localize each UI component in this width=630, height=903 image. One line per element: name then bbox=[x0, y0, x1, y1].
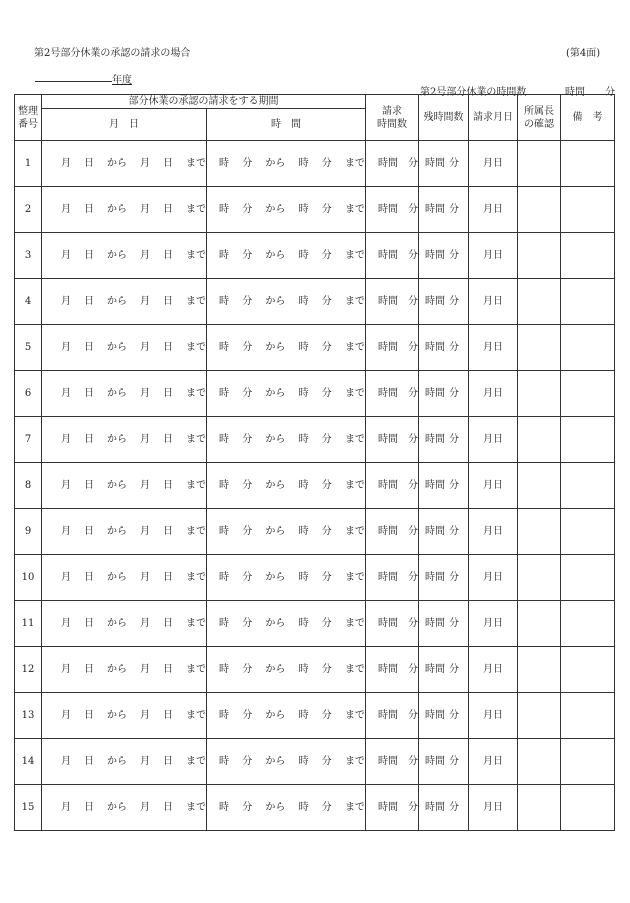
row-number: 2 bbox=[15, 187, 42, 233]
supervisor-check-field[interactable] bbox=[518, 417, 561, 463]
date-range-field[interactable]: 月 日 から 月 日 まで bbox=[42, 739, 207, 785]
table-row bbox=[15, 279, 615, 325]
remaining-hours-field[interactable]: 時間 分 bbox=[419, 739, 469, 785]
time-range-field[interactable]: 時 分 から 時 分 まで bbox=[207, 371, 366, 417]
supervisor-check-field[interactable] bbox=[518, 141, 561, 187]
remarks-field[interactable] bbox=[561, 141, 615, 187]
year-blank-line[interactable] bbox=[35, 81, 112, 82]
row-number: 9 bbox=[15, 509, 42, 555]
time-range-field[interactable]: 時 分 から 時 分 まで bbox=[207, 279, 366, 325]
remaining-hours-field[interactable]: 時間 分 bbox=[419, 601, 469, 647]
date-range-field[interactable]: 月 日 から 月 日 まで bbox=[42, 325, 207, 371]
remaining-hours-field[interactable]: 時間 分 bbox=[419, 325, 469, 371]
time-range-field[interactable]: 時 分 から 時 分 まで bbox=[207, 417, 366, 463]
hours-unit-minutes: 分 bbox=[605, 87, 615, 98]
year-label: 年度 bbox=[112, 75, 132, 86]
date-range-field[interactable]: 月 日 から 月 日 まで bbox=[42, 509, 207, 555]
time-range-field[interactable]: 時 分 から 時 分 まで bbox=[207, 325, 366, 371]
table-row bbox=[15, 325, 615, 371]
request-date-field[interactable]: 月 日 bbox=[469, 417, 518, 463]
requested-hours-field[interactable]: 時間 分 bbox=[366, 463, 419, 509]
supervisor-check-field[interactable] bbox=[518, 693, 561, 739]
supervisor-check-field[interactable] bbox=[518, 325, 561, 371]
row-number: 5 bbox=[15, 325, 42, 371]
remarks-field[interactable] bbox=[561, 509, 615, 555]
form-title: 第2号部分休業の承認の請求の場合 bbox=[34, 48, 191, 59]
request-date-field[interactable]: 月 日 bbox=[469, 463, 518, 509]
table-row bbox=[15, 785, 615, 831]
supervisor-check-field[interactable] bbox=[518, 187, 561, 233]
request-date-field[interactable]: 月 日 bbox=[469, 647, 518, 693]
row-number: 13 bbox=[15, 693, 42, 739]
requested-hours-field[interactable]: 時間 分 bbox=[366, 739, 419, 785]
row-number: 6 bbox=[15, 371, 42, 417]
hours-label: 第2号部分休業の時間数 bbox=[420, 87, 527, 98]
time-range-field[interactable]: 時 分 から 時 分 まで bbox=[207, 233, 366, 279]
supervisor-check-field[interactable] bbox=[518, 739, 561, 785]
supervisor-check-field[interactable] bbox=[518, 279, 561, 325]
supervisor-check-field[interactable] bbox=[518, 785, 561, 831]
request-date-field[interactable]: 月 日 bbox=[469, 693, 518, 739]
remarks-field[interactable] bbox=[561, 693, 615, 739]
time-range-field[interactable]: 時 分 から 時 分 まで bbox=[207, 187, 366, 233]
remaining-hours-field[interactable]: 時間 分 bbox=[419, 279, 469, 325]
row-number: 8 bbox=[15, 463, 42, 509]
request-date-field[interactable]: 月 日 bbox=[469, 509, 518, 555]
remarks-field[interactable] bbox=[561, 555, 615, 601]
remarks-field[interactable] bbox=[561, 187, 615, 233]
requested-hours-field[interactable]: 時間 分 bbox=[366, 785, 419, 831]
requested-hours-field[interactable]: 時間 分 bbox=[366, 233, 419, 279]
date-range-field[interactable]: 月 日 から 月 日 まで bbox=[42, 187, 207, 233]
date-range-field[interactable]: 月 日 から 月 日 まで bbox=[42, 141, 207, 187]
date-range-field[interactable]: 月 日 から 月 日 まで bbox=[42, 693, 207, 739]
date-range-field[interactable]: 月 日 から 月 日 まで bbox=[42, 279, 207, 325]
table-row bbox=[15, 371, 615, 417]
requested-hours-field[interactable]: 時間 分 bbox=[366, 509, 419, 555]
date-range-field[interactable]: 月 日 から 月 日 まで bbox=[42, 463, 207, 509]
remarks-field[interactable] bbox=[561, 233, 615, 279]
row-number: 11 bbox=[15, 601, 42, 647]
time-range-field[interactable]: 時 分 から 時 分 まで bbox=[207, 555, 366, 601]
time-range-field[interactable]: 時 分 から 時 分 まで bbox=[207, 739, 366, 785]
remarks-field[interactable] bbox=[561, 325, 615, 371]
table-row bbox=[15, 647, 615, 693]
remaining-hours-field[interactable]: 時間 分 bbox=[419, 555, 469, 601]
row-number: 10 bbox=[15, 555, 42, 601]
remaining-hours-field[interactable]: 時間 分 bbox=[419, 693, 469, 739]
request-date-field[interactable]: 月 日 bbox=[469, 187, 518, 233]
table-row bbox=[15, 233, 615, 279]
row-number: 4 bbox=[15, 279, 42, 325]
requested-hours-field[interactable]: 時間 分 bbox=[366, 647, 419, 693]
remarks-field[interactable] bbox=[561, 417, 615, 463]
requested-hours-field[interactable]: 時間 分 bbox=[366, 555, 419, 601]
header-requested-hours: 請求 時間数 bbox=[366, 95, 419, 141]
table-row bbox=[15, 417, 615, 463]
date-range-field[interactable]: 月 日 から 月 日 まで bbox=[42, 417, 207, 463]
table-row bbox=[15, 187, 615, 233]
remaining-hours-field[interactable]: 時間 分 bbox=[419, 233, 469, 279]
table-row bbox=[15, 601, 615, 647]
requested-hours-field[interactable]: 時間 分 bbox=[366, 187, 419, 233]
row-number: 3 bbox=[15, 233, 42, 279]
row-number: 1 bbox=[15, 141, 42, 187]
remaining-hours-field[interactable]: 時間 分 bbox=[419, 417, 469, 463]
time-range-field[interactable]: 時 分 から 時 分 まで bbox=[207, 601, 366, 647]
requested-hours-field[interactable]: 時間 分 bbox=[366, 141, 419, 187]
remaining-hours-field[interactable]: 時間 分 bbox=[419, 785, 469, 831]
remaining-hours-field[interactable]: 時間 分 bbox=[419, 141, 469, 187]
time-range-field[interactable]: 時 分 から 時 分 まで bbox=[207, 693, 366, 739]
request-date-field[interactable]: 月 日 bbox=[469, 739, 518, 785]
time-range-field[interactable]: 時 分 から 時 分 まで bbox=[207, 509, 366, 555]
date-range-field[interactable]: 月 日 から 月 日 まで bbox=[42, 601, 207, 647]
supervisor-check-field[interactable] bbox=[518, 647, 561, 693]
remarks-field[interactable] bbox=[561, 647, 615, 693]
supervisor-check-field[interactable] bbox=[518, 601, 561, 647]
row-number: 7 bbox=[15, 417, 42, 463]
requested-hours-field[interactable]: 時間 分 bbox=[366, 371, 419, 417]
time-range-field[interactable]: 時 分 から 時 分 まで bbox=[207, 785, 366, 831]
time-range-field[interactable]: 時 分 から 時 分 まで bbox=[207, 463, 366, 509]
requested-hours-field[interactable]: 時間 分 bbox=[366, 693, 419, 739]
header-remaining-hours: 残時間数 bbox=[419, 95, 469, 141]
date-range-field[interactable]: 月 日 から 月 日 まで bbox=[42, 371, 207, 417]
supervisor-check-field[interactable] bbox=[518, 555, 561, 601]
header-seq: 整理 番号 bbox=[15, 95, 42, 141]
page-number: (第4面) bbox=[566, 48, 601, 59]
request-date-field[interactable]: 月 日 bbox=[469, 141, 518, 187]
date-range-field[interactable]: 月 日 から 月 日 まで bbox=[42, 647, 207, 693]
table-row bbox=[15, 463, 615, 509]
table-row bbox=[15, 509, 615, 555]
remaining-hours-field[interactable]: 時間 分 bbox=[419, 463, 469, 509]
table-row bbox=[15, 141, 615, 187]
supervisor-check-field[interactable] bbox=[518, 371, 561, 417]
request-date-field[interactable]: 月 日 bbox=[469, 325, 518, 371]
row-number: 15 bbox=[15, 785, 42, 831]
request-date-field[interactable]: 月 日 bbox=[469, 785, 518, 831]
header-time: 時 間 bbox=[207, 109, 366, 141]
header-supervisor-check: 所属長 の確認 bbox=[518, 95, 561, 141]
request-date-field[interactable]: 月 日 bbox=[469, 555, 518, 601]
date-range-field[interactable]: 月 日 から 月 日 まで bbox=[42, 555, 207, 601]
supervisor-check-field[interactable] bbox=[518, 509, 561, 555]
requested-hours-field[interactable]: 時間 分 bbox=[366, 601, 419, 647]
table-row bbox=[15, 555, 615, 601]
requested-hours-field[interactable]: 時間 分 bbox=[366, 325, 419, 371]
header-period: 部分休業の承認の請求をする期間 bbox=[42, 95, 366, 109]
remaining-hours-field[interactable]: 時間 分 bbox=[419, 647, 469, 693]
table-row bbox=[15, 739, 615, 785]
hours-unit-hours: 時間 bbox=[565, 87, 585, 98]
request-date-field[interactable]: 月 日 bbox=[469, 233, 518, 279]
remaining-hours-field[interactable]: 時間 分 bbox=[419, 371, 469, 417]
supervisor-check-field[interactable] bbox=[518, 463, 561, 509]
supervisor-check-field[interactable] bbox=[518, 233, 561, 279]
date-range-field[interactable]: 月 日 から 月 日 まで bbox=[42, 785, 207, 831]
remarks-field[interactable] bbox=[561, 279, 615, 325]
date-range-field[interactable]: 月 日 から 月 日 まで bbox=[42, 233, 207, 279]
remaining-hours-field[interactable]: 時間 分 bbox=[419, 509, 469, 555]
row-number: 12 bbox=[15, 647, 42, 693]
request-date-field[interactable]: 月 日 bbox=[469, 279, 518, 325]
header-remarks: 備 考 bbox=[561, 95, 615, 141]
requested-hours-field[interactable]: 時間 分 bbox=[366, 279, 419, 325]
header-request-date: 請求月日 bbox=[469, 95, 518, 141]
request-date-field[interactable]: 月 日 bbox=[469, 371, 518, 417]
remarks-field[interactable] bbox=[561, 463, 615, 509]
remarks-field[interactable] bbox=[561, 371, 615, 417]
request-date-field[interactable]: 月 日 bbox=[469, 601, 518, 647]
header-date: 月 日 bbox=[42, 109, 207, 141]
leave-request-table bbox=[14, 94, 615, 831]
time-range-field[interactable]: 時 分 から 時 分 まで bbox=[207, 141, 366, 187]
remaining-hours-field[interactable]: 時間 分 bbox=[419, 187, 469, 233]
row-number: 14 bbox=[15, 739, 42, 785]
table-row bbox=[15, 693, 615, 739]
remarks-field[interactable] bbox=[561, 785, 615, 831]
time-range-field[interactable]: 時 分 から 時 分 まで bbox=[207, 647, 366, 693]
remarks-field[interactable] bbox=[561, 739, 615, 785]
remarks-field[interactable] bbox=[561, 601, 615, 647]
requested-hours-field[interactable]: 時間 分 bbox=[366, 417, 419, 463]
